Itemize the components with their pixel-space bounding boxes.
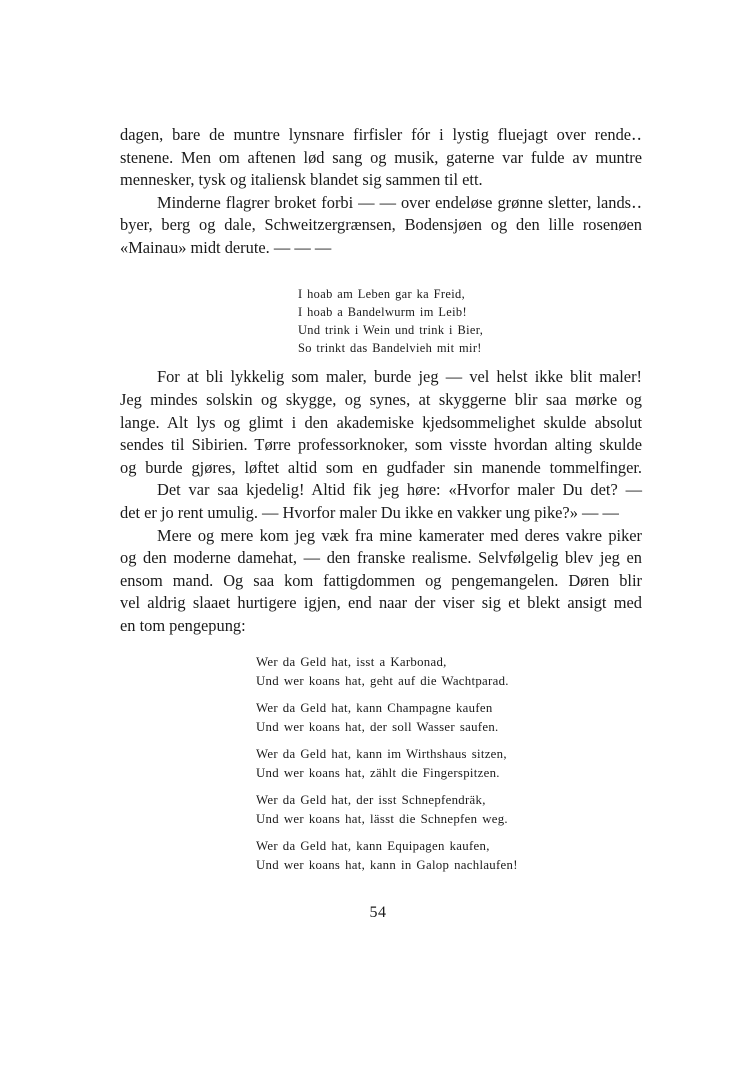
text-line: Mere og mere kom jeg væk fra mine kamerater med deres vakre piker: [157, 525, 642, 545]
text-line: sendes til Sibirien. Tørre professorknoker, som visste hvordan alting skulde: [120, 435, 642, 455]
verse-stanza: [256, 699, 642, 737]
text-line: lange. Alt lys og glimt i den akademiske kjedsommelighet skulde absolut: [120, 412, 642, 432]
paragraph-1: [120, 124, 642, 192]
verse-geld: [256, 653, 642, 875]
text-line: og den moderne damehat, — den franske realisme. Selvfølgelig blev jeg en: [120, 548, 642, 568]
verse-line: Und wer koans hat, zählt die Fingerspitzen.: [256, 765, 500, 780]
text-line: dagen, bare de muntre lynsnare firfisler fór i lystig fluejagt over rende‥: [120, 125, 642, 144]
verse-line: Und wer koans hat, kann in Galop nachlaufen!: [256, 857, 518, 872]
verse-line: I hoab a Bandelwurm im Leib!: [298, 304, 467, 319]
text-line: en tom pengepung:: [120, 615, 246, 635]
text-line: Jeg mindes solskin og skygge, og synes, at skyggerne blir saa mørke og: [120, 389, 642, 409]
verse-stanza: [256, 791, 642, 829]
verse-line: So trinkt das Bandelvieh mit mir!: [298, 341, 482, 356]
text-line: byer, berg og dale, Schweitzergrænsen, Bodensjøen og den lille rosenøen: [120, 215, 642, 235]
verse-line: Und wer koans hat, geht auf die Wachtparad.: [256, 673, 509, 688]
verse-line: Wer da Geld hat, der isst Schnepfendräk,: [256, 792, 486, 807]
verse-line: Und wer koans hat, der soll Wasser saufen.: [256, 719, 499, 734]
text-line: Minderne flagrer broket forbi — — over endeløse grønne sletter, lands‥: [157, 192, 642, 212]
text-line: det er jo rent umulig. — Hvorfor maler Du ikke en vakker ung pike?» — —: [120, 502, 619, 522]
paragraph-3: [120, 366, 642, 479]
verse-line: Und wer koans hat, lässt die Schnepfen weg.: [256, 811, 508, 826]
text-line: og burde gjøres, løftet altid som en gudfader sin manende tommelfinger.: [120, 457, 642, 477]
verse-line: Wer da Geld hat, kann im Wirthshaus sitzen,: [256, 746, 507, 761]
text-line: Det var saa kjedelig! Altid fik jeg høre: «Hvorfor maler Du det? —: [157, 480, 642, 500]
paragraph-4: [120, 479, 642, 524]
text-line: stenene. Men om aftenen lød sang og musik, gaterne var fulde av muntre: [120, 147, 642, 167]
paragraph-5: [120, 525, 642, 638]
text-line: vel aldrig slaaet hurtigere igjen, end naar der viser sig et blekt ansigt med: [120, 593, 642, 613]
verse-line: Wer da Geld hat, isst a Karbonad,: [256, 654, 447, 669]
text-line: «Mainau» midt derute. — — —: [120, 237, 332, 257]
verse-line: I hoab am Leben gar ka Freid,: [298, 286, 466, 301]
verse-line: Wer da Geld hat, kann Champagne kaufen: [256, 700, 493, 715]
text-line: For at bli lykkelig som maler, burde jeg — vel helst ikke blit maler!: [157, 367, 642, 387]
verse-line: Wer da Geld hat, kann Equipagen kaufen,: [256, 838, 490, 853]
page-body: [120, 124, 642, 883]
text-line: mennesker, tysk og italiensk blandet sig sammen til ett.: [120, 170, 483, 190]
verse-stanza: [256, 653, 642, 691]
verse-stanza: [256, 837, 642, 875]
page-number: 54: [369, 904, 387, 921]
verse-line: Und trink i Wein und trink i Bier,: [298, 322, 484, 337]
verse-bandelwurm: [298, 285, 642, 358]
paragraph-2: [120, 192, 642, 260]
text-line: ensom mand. Og saa kom fattigdommen og pengemangelen. Døren blir: [120, 570, 642, 590]
verse-stanza: [256, 745, 642, 783]
